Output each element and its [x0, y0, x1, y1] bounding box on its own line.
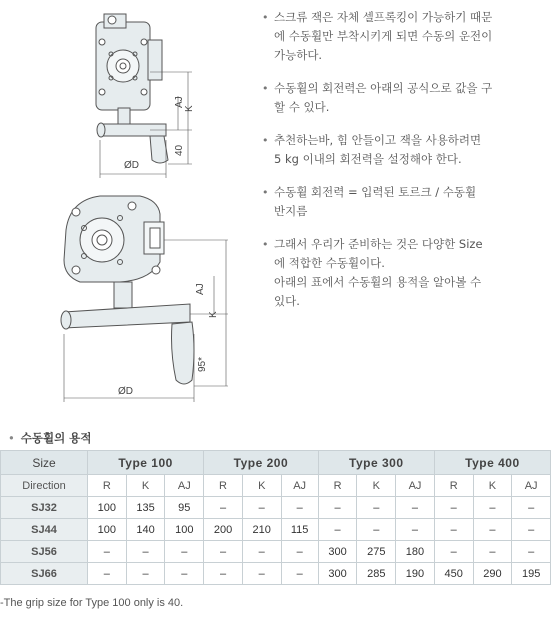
bullet-line: 5 kg 이내의 회전력을 설정해야 한다.	[274, 152, 462, 166]
table-cell: –	[512, 497, 551, 519]
bullet-line: 가능하다.	[274, 48, 323, 62]
row-size-label: SJ56	[1, 541, 88, 563]
bottom-aj-label: AJ	[195, 283, 206, 295]
table-cell: –	[434, 497, 473, 519]
table-cell: –	[318, 519, 357, 541]
top-k-label: K	[184, 105, 195, 112]
table-row	[1, 519, 551, 541]
bullet-line: 아래의 표에서 수동휠의 용적을 알아볼 수	[274, 275, 482, 289]
bullet-line: 반지름	[274, 204, 308, 218]
table-cell: –	[512, 541, 551, 563]
table-cell: –	[126, 563, 165, 585]
subheader-cell: K	[242, 475, 281, 497]
type-header: Type 200	[204, 451, 319, 475]
subheader-cell: AJ	[281, 475, 318, 497]
subheader-cell: R	[318, 475, 357, 497]
table-cell: –	[473, 497, 512, 519]
table-cell: –	[165, 563, 204, 585]
table-cell: –	[473, 541, 512, 563]
table-cell: 275	[357, 541, 396, 563]
bullet-dot-icon: •	[262, 11, 269, 24]
table-cell: –	[357, 497, 396, 519]
type-header: Type 100	[88, 451, 204, 475]
type-header: Type 300	[318, 451, 434, 475]
bullet-line: 그래서 우리가 준비하는 것은 다양한 Size	[274, 237, 483, 251]
table-cell: –	[242, 497, 281, 519]
bullet-line: 수동휠 회전력 = 입력된 토르크 / 수동휠	[274, 185, 477, 199]
subheader-cell: AJ	[396, 475, 435, 497]
table-cell: 210	[242, 519, 281, 541]
subheader-cell: R	[88, 475, 127, 497]
table-cell: 180	[396, 541, 435, 563]
subheader-cell: R	[204, 475, 243, 497]
table-cell: –	[242, 563, 281, 585]
subheader-cell: AJ	[512, 475, 551, 497]
table-cell: 95	[165, 497, 204, 519]
table-subheader-row	[1, 475, 551, 497]
table-cell: 290	[473, 563, 512, 585]
table-cell: 195	[512, 563, 551, 585]
table-cell: –	[204, 497, 243, 519]
handwheel-spec-table	[0, 450, 551, 585]
description-list	[262, 8, 552, 325]
table-cell: –	[512, 519, 551, 541]
top-40-label: 40	[174, 144, 185, 156]
table-header-row	[1, 451, 551, 475]
bullet-line: 할 수 있다.	[274, 100, 330, 114]
row-size-label: SJ32	[1, 497, 88, 519]
bullet-item	[262, 131, 552, 169]
table-cell: 140	[126, 519, 165, 541]
table-cell: –	[242, 541, 281, 563]
bottom-d-label: ØD	[118, 386, 133, 397]
table-cell: 200	[204, 519, 243, 541]
direction-header: Direction	[1, 475, 88, 497]
section-title-text: 수동휠의 용적	[20, 431, 92, 445]
bullet-item	[262, 183, 552, 221]
bullet-item	[262, 8, 552, 65]
table-cell: 450	[434, 563, 473, 585]
section-title	[8, 430, 91, 446]
row-size-label: SJ44	[1, 519, 88, 541]
bullet-line: 에 적합한 수동휠이다.	[274, 256, 385, 270]
table-cell: –	[281, 563, 318, 585]
table-body	[1, 497, 551, 585]
row-size-label: SJ66	[1, 563, 88, 585]
table-cell: –	[88, 541, 127, 563]
bullet-dot-icon: •	[262, 134, 269, 147]
bullet-dot-icon: •	[262, 82, 269, 95]
bullet-item	[262, 235, 552, 311]
table-cell: –	[165, 541, 204, 563]
size-header: Size	[1, 451, 88, 475]
table-cell: –	[281, 541, 318, 563]
table-cell: 190	[396, 563, 435, 585]
subheader-cell: K	[357, 475, 396, 497]
bullet-dot-icon: •	[262, 238, 269, 251]
subheader-cell: K	[126, 475, 165, 497]
bullet-line: 수동휠의 회전력은 아래의 공식으로 값을 구	[274, 81, 493, 95]
bullet-line: 스크류 잭은 자체 셀프록킹이 가능하기 때문	[274, 10, 493, 24]
table-cell: 100	[165, 519, 204, 541]
footnote: -The grip size for Type 100 only is 40.	[0, 597, 184, 609]
table-cell: –	[473, 519, 512, 541]
table-cell: –	[88, 563, 127, 585]
table-cell: –	[126, 541, 165, 563]
table-cell: –	[281, 497, 318, 519]
table-row	[1, 541, 551, 563]
table-cell: 115	[281, 519, 318, 541]
handwheel-drawings	[0, 0, 240, 430]
bullet-item	[262, 79, 552, 117]
bullet-line: 있다.	[274, 294, 300, 308]
subheader-cell: AJ	[165, 475, 204, 497]
table-row	[1, 563, 551, 585]
table-cell: –	[357, 519, 396, 541]
bullet-dot-icon: •	[262, 186, 269, 199]
top-aj-label: AJ	[174, 96, 185, 108]
table-cell: –	[434, 541, 473, 563]
table-cell: –	[204, 563, 243, 585]
bullet-line: 추천하는바, 힘 안들이고 잭을 사용하려면	[274, 133, 482, 147]
table-cell: –	[396, 497, 435, 519]
table-cell: –	[318, 497, 357, 519]
subheader-cell: R	[434, 475, 473, 497]
table-cell: 285	[357, 563, 396, 585]
table-cell: 300	[318, 563, 357, 585]
bullet-line: 에 수동휠만 부착시키게 되면 수동의 운전이	[274, 29, 493, 43]
bottom-k-label: K	[208, 311, 219, 318]
table-cell: 100	[88, 519, 127, 541]
type-header: Type 400	[434, 451, 550, 475]
table-cell: –	[396, 519, 435, 541]
subheader-cell: K	[473, 475, 512, 497]
bullet-dot-icon: •	[8, 431, 15, 445]
table-cell: –	[434, 519, 473, 541]
table-cell: –	[204, 541, 243, 563]
top-d-label: ØD	[124, 160, 139, 171]
bottom-95-label: 95*	[197, 356, 208, 372]
table-cell: 100	[88, 497, 127, 519]
table-cell: 135	[126, 497, 165, 519]
table-cell: 300	[318, 541, 357, 563]
table-row	[1, 497, 551, 519]
